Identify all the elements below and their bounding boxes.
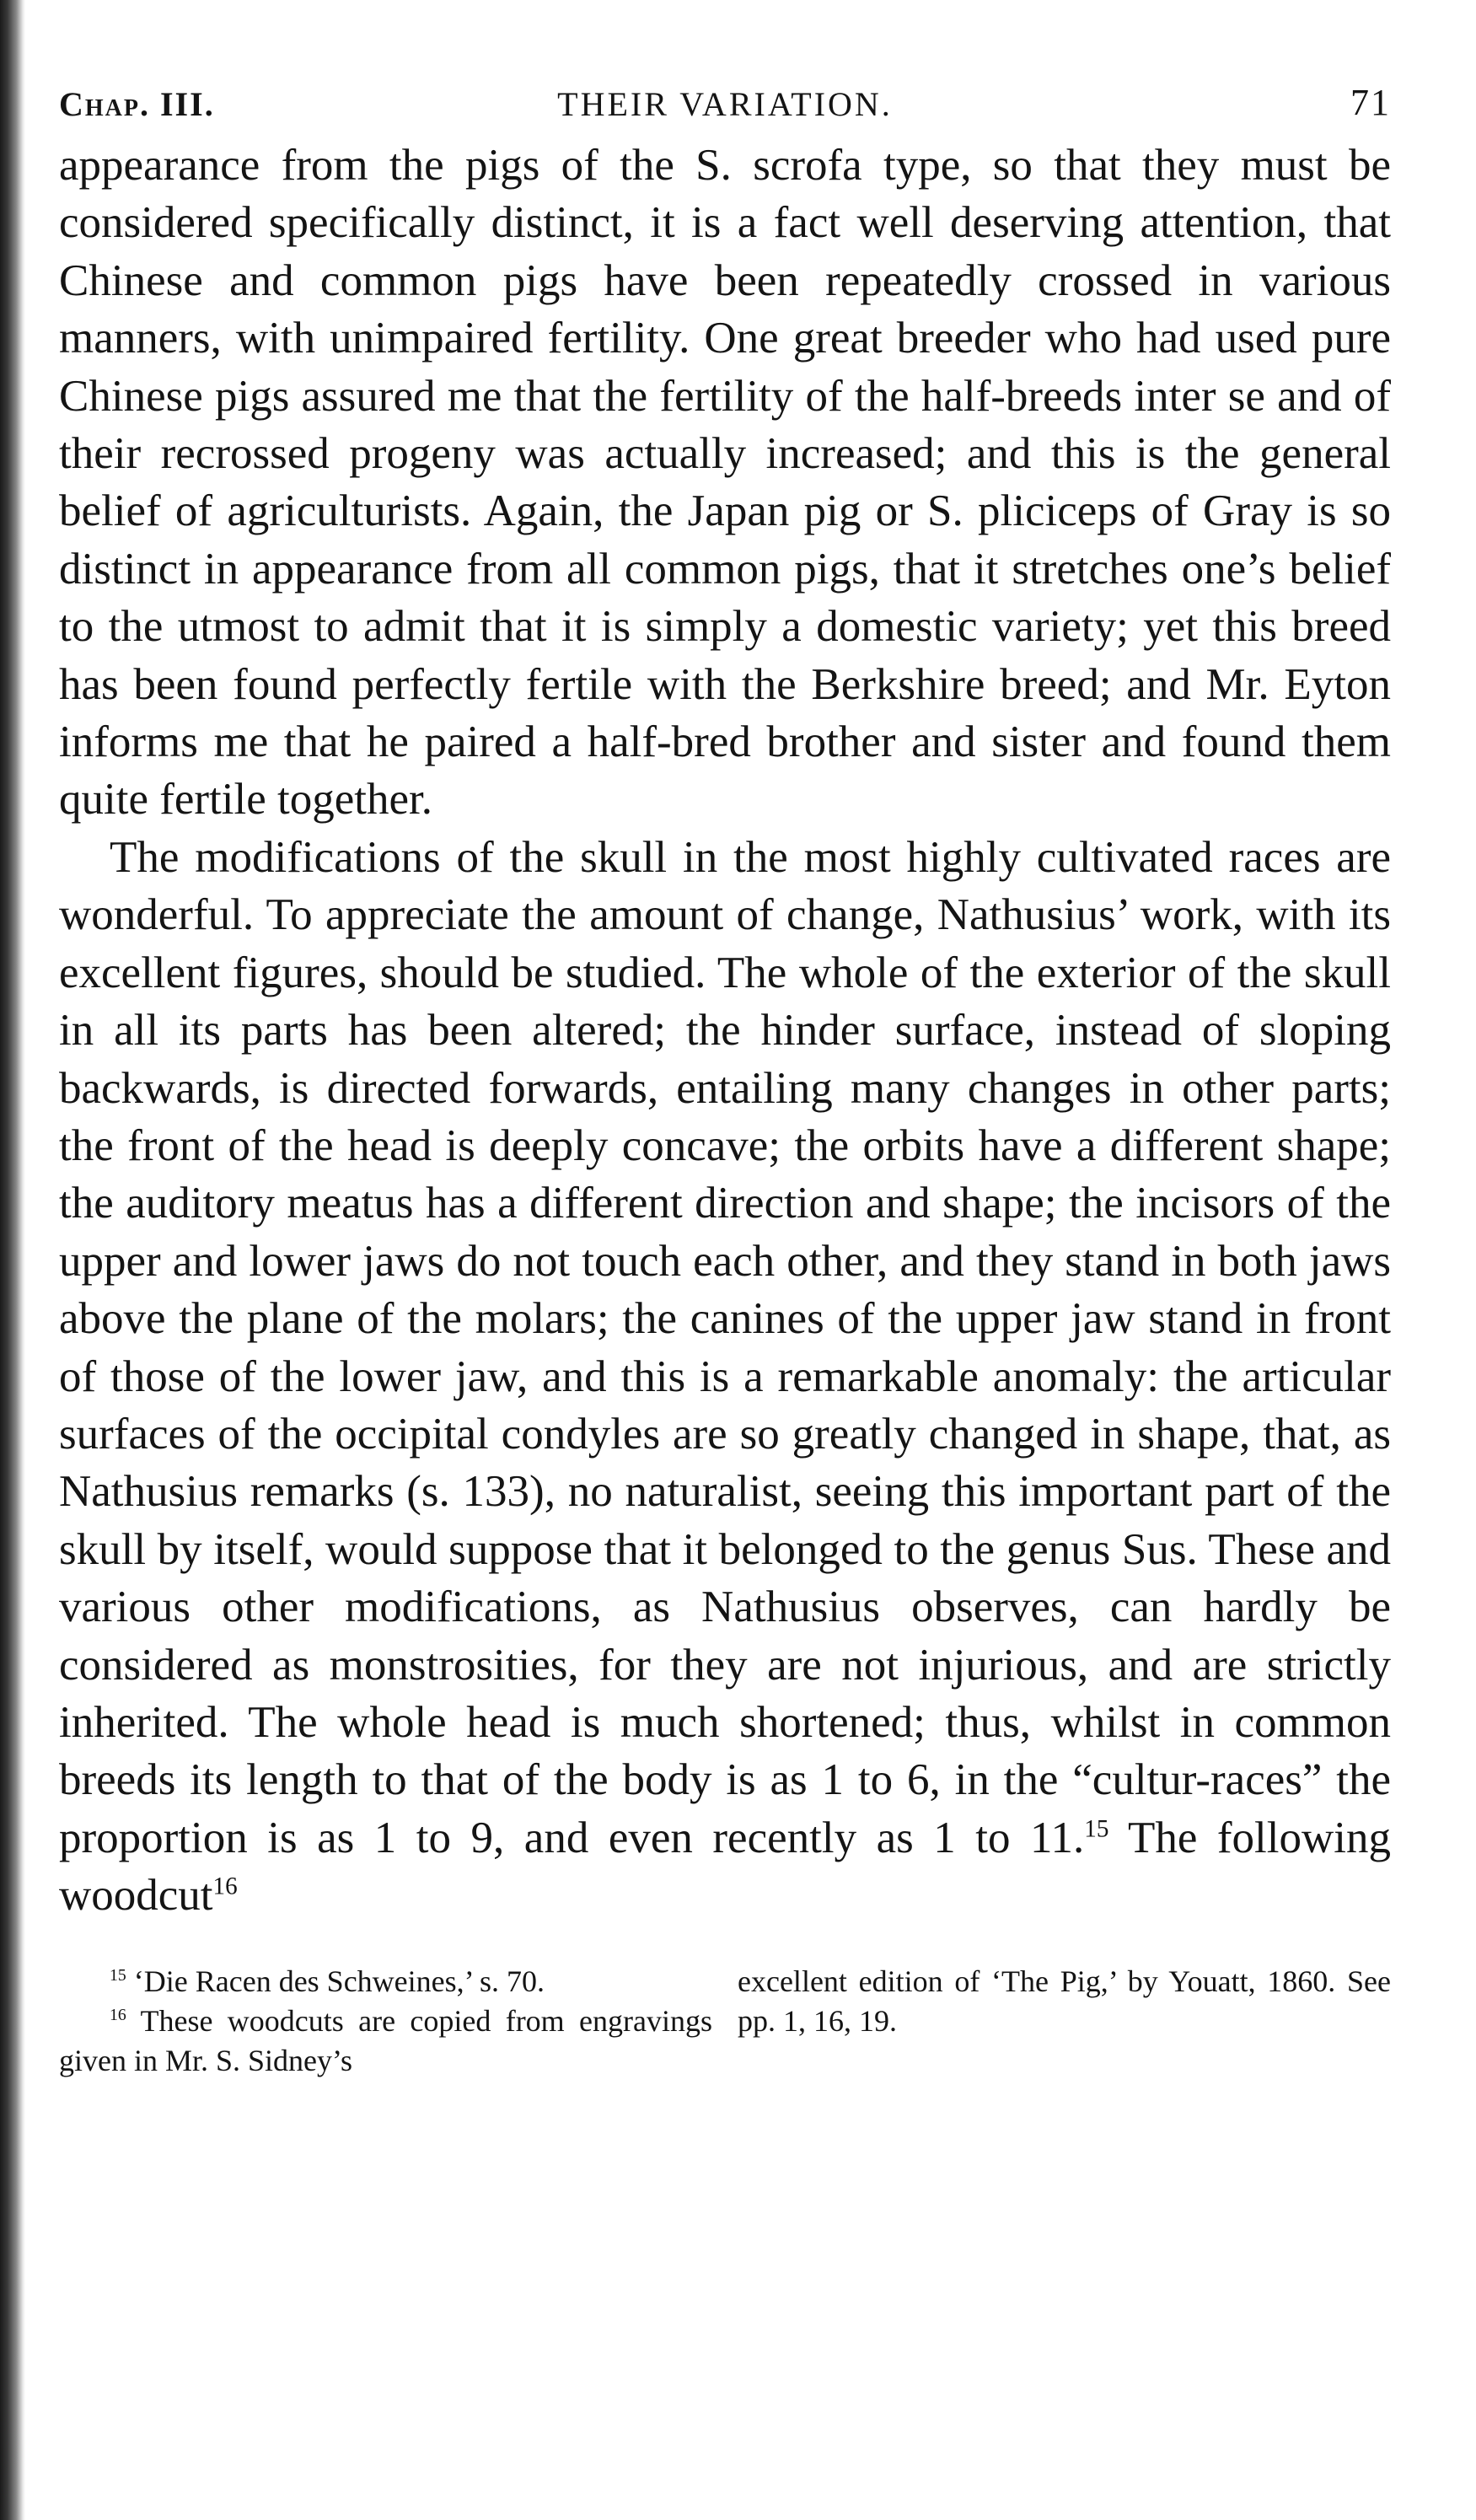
footnote-15-number: 15	[110, 1965, 126, 1985]
running-header	[59, 76, 1391, 137]
footnote-16	[59, 2001, 712, 2081]
footnotes-right-column	[738, 1962, 1391, 2081]
footnote-16-continued: excellent edition of ‘The Pig,’ by Youatt, 1860. See pp. 1, 16, 19.	[738, 1964, 1391, 2038]
footnotes	[59, 1962, 1391, 2081]
footnote-16-text-left: These woodcuts are copied from engravings given in Mr. S. Sidney’s	[59, 2003, 712, 2077]
running-title: THEIR VARIATION.	[557, 85, 893, 123]
footnote-15-text: ‘Die Racen des Schweines,’ s. 70.	[133, 1964, 545, 1998]
paragraph-1: appearance from the pigs of the S. scrofa type, so that they must be considered specifically distinct, it is a fact well deserving attention, that Chinese and common pigs have been repeatedly crossed in various manners, with unimpaired fertility. One great breeder who had used pure Chinese pigs assured me that the fertility of the half-breeds inter se and of their recrossed progeny was actually increased; and this is the general belief of agriculturists. Again, the Japan pig or S. pliciceps of Gray is so distinct in appearance from all common pigs, that it stretches one’s belief to the utmost to admit that it is simply a domestic variety; yet this breed has been found perfectly fertile with the Berkshire breed; and Mr. Eyton informs me that he paired a half-bred brother and sister and found them quite fertile together.	[59, 141, 1391, 825]
footnote-15	[59, 1962, 712, 2001]
body-text	[59, 137, 1391, 1925]
paragraph-2	[59, 829, 1391, 1925]
page-binding-shadow	[0, 0, 25, 2520]
chapter-label: Chap. III.	[59, 85, 215, 123]
footnote-ref-16: 16	[212, 1873, 238, 1900]
page-number: 71	[1350, 82, 1391, 123]
footnote-16-number: 16	[110, 2005, 126, 2024]
footnotes-left-column	[59, 1962, 712, 2081]
paragraph-2-tail: The following woodcut	[59, 1813, 1392, 1921]
book-page	[59, 76, 1391, 2081]
footnote-ref-15: 15	[1084, 1815, 1109, 1843]
paragraph-2-text: The modifications of the skull in the most highly cultivated races are wonderful. To appreciate the amount of change, Nathusius’ work, with its excellent figures, should be studied. The whole of the exterior of the skull in all its parts has been altered; the hinder surface, instead of sloping backwards, is directed forwards, entailing many changes in other parts; the front of the head is deeply concave; the orbits have a different shape; the auditory meatus has a different direction and shape; the incisors of the upper and lower jaws do not touch each other, and they stand in both jaws above the plane of the molars; the canines of the upper jaw stand in front of those of the lower jaw, and this is a remarkable anomaly: the articular surfaces of the occipital condyles are so greatly changed in shape, that, as Nathusius remarks (s. 133), no naturalist, seeing this important part of the skull by itself, would suppose that it belonged to the genus Sus. These and various other modifications, as Nathusius observes, can hardly be considered as monstrosities, for they are not injurious, and are strictly inherited. The whole head is much shortened; thus, whilst in common breeds its length to that of the body is as 1 to 6, in the “cultur-races” the proportion is as 1 to 9, and even recently as 1 to 11.	[59, 832, 1391, 1862]
